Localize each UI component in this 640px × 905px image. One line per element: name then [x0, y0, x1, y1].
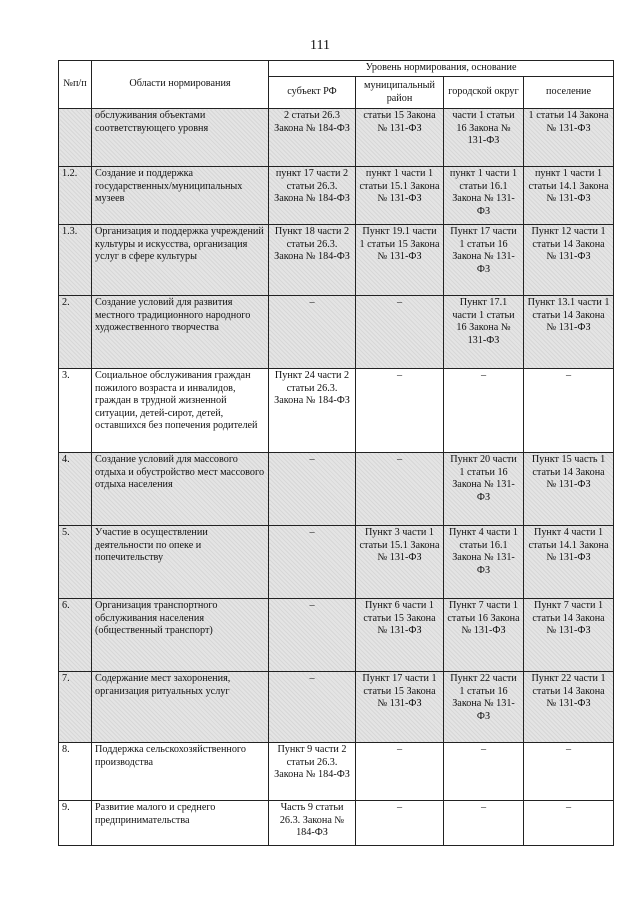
row-settlement: Пункт 4 части 1 статьи 14.1 Закона № 131-ФЗ [524, 526, 614, 599]
row-num: 9. [59, 801, 92, 846]
row-city: Пункт 22 части 1 статьи 16 Закона № 131-ФЗ [444, 672, 524, 743]
row-num: 7. [59, 672, 92, 743]
table-row [59, 369, 614, 453]
row-settlement: пункт 1 части 1 статьи 14.1 Закона № 131-ФЗ [524, 167, 614, 225]
table-row [59, 743, 614, 801]
row-area: Организация транспортного обслуживания населения (общественный транспорт) [92, 599, 269, 672]
row-subject: – [269, 453, 356, 526]
header-city: городской округ [444, 77, 524, 109]
row-subject: – [269, 599, 356, 672]
header-level: Уровень нормирования, основание [269, 61, 614, 77]
row-area: Создание и поддержка государственных/муниципальных музеев [92, 167, 269, 225]
row-subject: 2 статьи 26.3 Закона № 184-ФЗ [269, 109, 356, 167]
row-municipal: Пункт 19.1 части 1 статьи 15 Закона № 131-ФЗ [356, 225, 444, 296]
row-settlement: Пункт 12 части 1 статьи 14 Закона № 131-ФЗ [524, 225, 614, 296]
row-settlement: – [524, 801, 614, 846]
table-row [59, 225, 614, 296]
row-subject: – [269, 296, 356, 369]
row-subject: – [269, 526, 356, 599]
row-subject: пункт 17 части 2 статьи 26.3. Закона № 184-ФЗ [269, 167, 356, 225]
row-city: Пункт 4 части 1 статьи 16.1 Закона № 131-ФЗ [444, 526, 524, 599]
row-num: 2. [59, 296, 92, 369]
row-num [59, 109, 92, 167]
row-area: Содержание мест захоронения, организация ритуальных услуг [92, 672, 269, 743]
row-num: 3. [59, 369, 92, 453]
table-row [59, 296, 614, 369]
row-settlement: – [524, 743, 614, 801]
row-num: 1.3. [59, 225, 92, 296]
row-municipal: – [356, 369, 444, 453]
row-area: обслуживания объектами соответствующего уровня [92, 109, 269, 167]
row-city: Пункт 17 части 1 статьи 16 Закона № 131-ФЗ [444, 225, 524, 296]
row-area: Создание условий для развития местного традиционного народного художественного творчества [92, 296, 269, 369]
row-municipal: – [356, 801, 444, 846]
row-num: 1.2. [59, 167, 92, 225]
row-settlement: 1 статьи 14 Закона № 131-ФЗ [524, 109, 614, 167]
row-municipal: Пункт 3 части 1 статьи 15.1 Закона № 131-ФЗ [356, 526, 444, 599]
row-city: пункт 1 части 1 статьи 16.1 Закона № 131-ФЗ [444, 167, 524, 225]
header-area: Области нормирования [92, 61, 269, 109]
row-num: 5. [59, 526, 92, 599]
row-municipal: – [356, 743, 444, 801]
table-row [59, 599, 614, 672]
table-row [59, 801, 614, 846]
row-city: – [444, 369, 524, 453]
row-area: Развитие малого и среднего предпринимательства [92, 801, 269, 846]
normalization-table [58, 60, 614, 846]
row-city: – [444, 743, 524, 801]
row-city: Пункт 7 части 1 статьи 16 Закона № 131-ФЗ [444, 599, 524, 672]
header-num: №п/п [59, 61, 92, 109]
row-city: Пункт 20 части 1 статьи 16 Закона № 131-ФЗ [444, 453, 524, 526]
row-subject: Пункт 9 части 2 статьи 26.3. Закона № 184-ФЗ [269, 743, 356, 801]
row-settlement: Пункт 7 части 1 статьи 14 Закона № 131-ФЗ [524, 599, 614, 672]
row-subject: – [269, 672, 356, 743]
row-subject: Пункт 18 части 2 статьи 26.3. Закона № 184-ФЗ [269, 225, 356, 296]
row-municipal: – [356, 453, 444, 526]
row-area: Организация и поддержка учреждений культуры и искусства, организация услуг в сфере культуры [92, 225, 269, 296]
row-num: 4. [59, 453, 92, 526]
row-city: части 1 статьи 16 Закона № 131-ФЗ [444, 109, 524, 167]
table-row [59, 167, 614, 225]
row-municipal: пункт 1 части 1 статьи 15.1 Закона № 131-ФЗ [356, 167, 444, 225]
row-city: Пункт 17.1 части 1 статьи 16 Закона № 131-ФЗ [444, 296, 524, 369]
row-settlement: – [524, 369, 614, 453]
row-subject: Часть 9 статьи 26.3. Закона № 184-ФЗ [269, 801, 356, 846]
row-municipal: статьи 15 Закона № 131-ФЗ [356, 109, 444, 167]
table-row [59, 453, 614, 526]
row-settlement: Пункт 13.1 части 1 статьи 14 Закона № 131-ФЗ [524, 296, 614, 369]
row-area: Социальное обслуживания граждан пожилого возраста и инвалидов, граждан в трудной жизненной ситуации, детей-сирот, детей, оставшихся без попечения родителей [92, 369, 269, 453]
table-row [59, 672, 614, 743]
row-municipal: Пункт 6 части 1 статьи 15 Закона № 131-ФЗ [356, 599, 444, 672]
row-area: Создание условий для массового отдыха и обустройство мест массового отдыха населения [92, 453, 269, 526]
row-area: Поддержка сельскохозяйственного производства [92, 743, 269, 801]
header-settlement: поселение [524, 77, 614, 109]
page-number: 111 [310, 38, 330, 53]
row-settlement: Пункт 22 части 1 статьи 14 Закона № 131-ФЗ [524, 672, 614, 743]
row-municipal: – [356, 296, 444, 369]
table-row [59, 526, 614, 599]
row-settlement: Пункт 15 часть 1 статьи 14 Закона № 131-ФЗ [524, 453, 614, 526]
row-municipal: Пункт 17 части 1 статьи 15 Закона № 131-ФЗ [356, 672, 444, 743]
row-area: Участие в осуществлении деятельности по опеке и попечительству [92, 526, 269, 599]
row-num: 6. [59, 599, 92, 672]
header-subject: субъект РФ [269, 77, 356, 109]
header-municipal: муниципальный район [356, 77, 444, 109]
table-row [59, 109, 614, 167]
row-num: 8. [59, 743, 92, 801]
row-city: – [444, 801, 524, 846]
row-subject: Пункт 24 части 2 статьи 26.3. Закона № 184-ФЗ [269, 369, 356, 453]
